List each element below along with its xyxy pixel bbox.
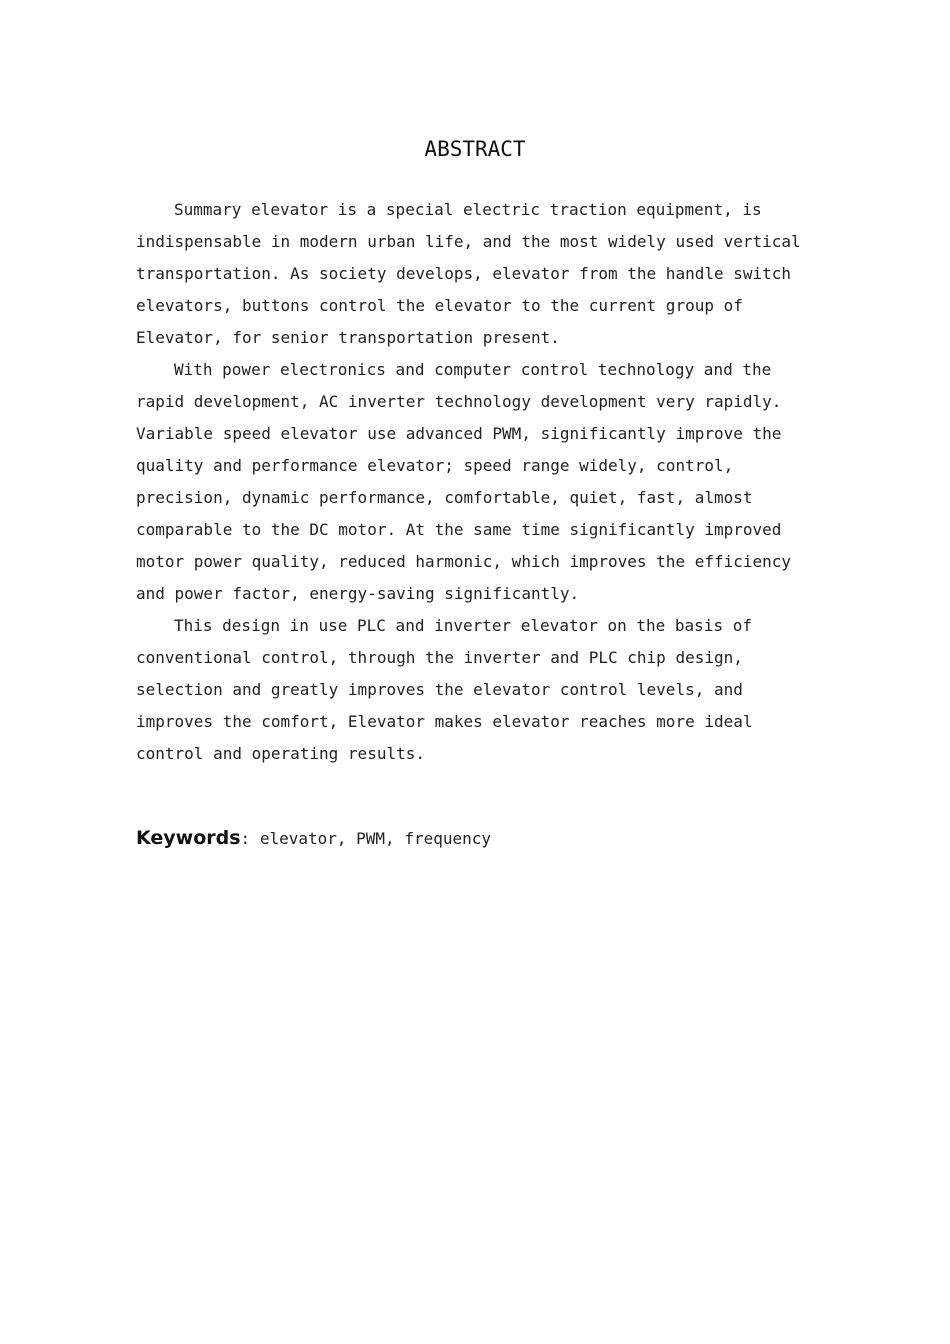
abstract-paragraph-2: With power electronics and computer control technology and the rapid development, AC inverter technology development very rapidly. Variable speed elevator use advanced PWM, significantly improve the quality and performance elevator; speed range widely, control, precision, dynamic performance, comfortable, quiet, fast, almost comparable to the DC motor. At the same time significantly improved motor power quality, reduced harmonic, which improves the efficiency and power factor, energy-saving significantly. xyxy=(136,360,792,603)
keywords-line xyxy=(136,822,816,855)
keywords-label: Keywords xyxy=(136,827,241,849)
abstract-title: ABSTRACT xyxy=(424,137,526,161)
abstract-paragraph-3: This design in use PLC and inverter elevator on the basis of conventional control, through the inverter and PLC chip design, selection and greatly improves the elevator control levels, and improves the comfort, Elevator makes elevator reaches more ideal control and operating results. xyxy=(136,616,753,763)
abstract-body xyxy=(136,194,816,770)
abstract-paragraph-1: Summary elevator is a special electric traction equipment, is indispensable in modern urban life, and the most widely used vertical transportation. As society develops, elevator from the handle switch elevators, buttons control the elevator to the current group of Elevator, for senior transportation present. xyxy=(136,200,801,347)
keywords-separator: : xyxy=(240,829,251,848)
keywords-value: elevator, PWM, frequency xyxy=(250,829,492,848)
